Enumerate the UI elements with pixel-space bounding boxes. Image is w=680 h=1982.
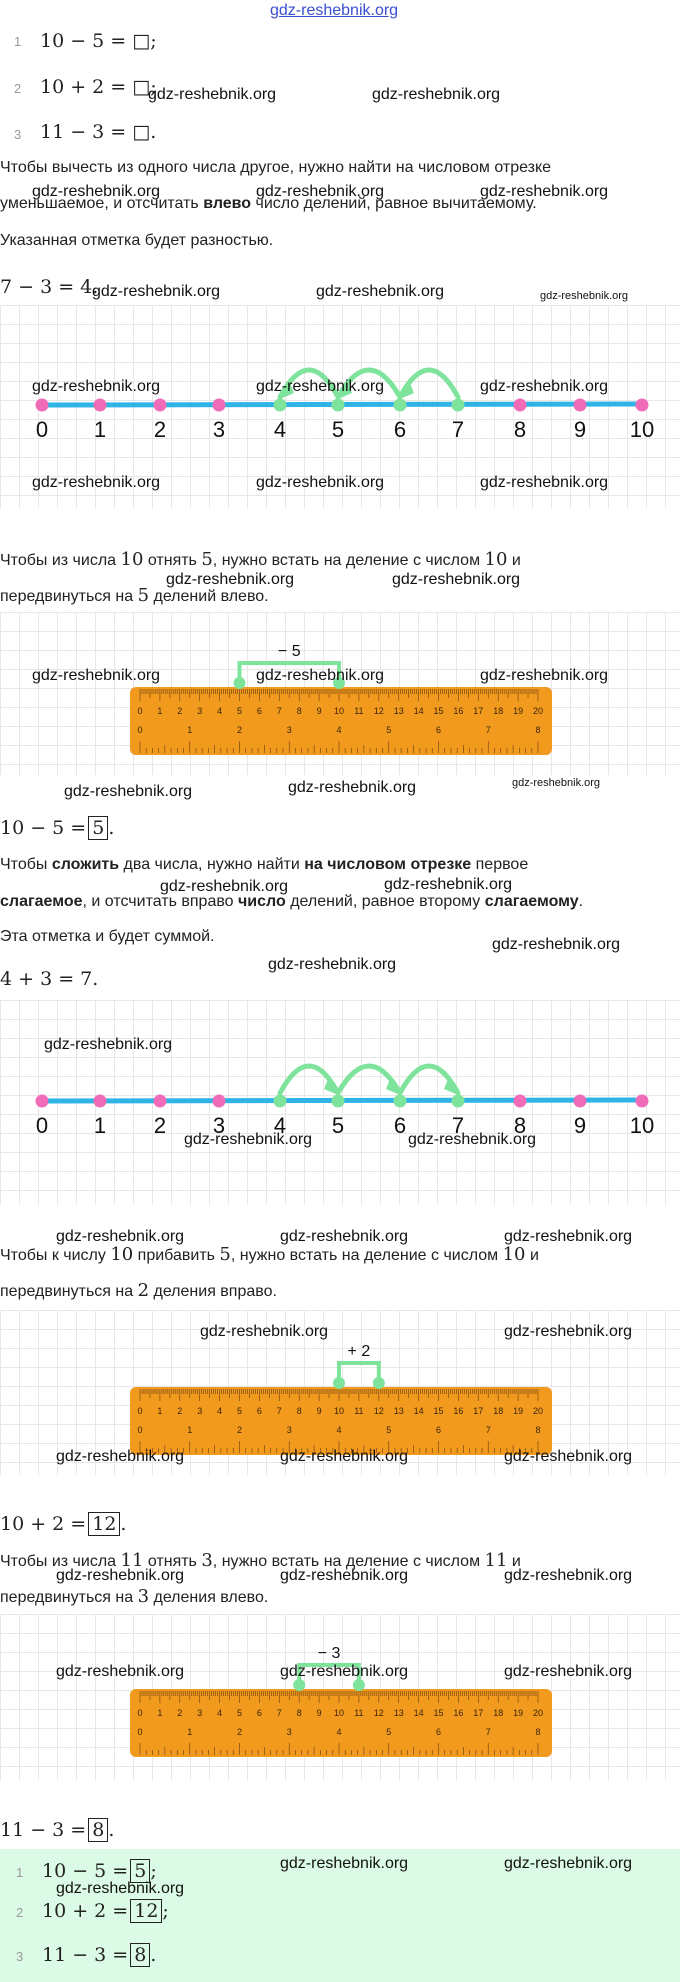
ruler-inch-label: 1 xyxy=(187,725,193,735)
ruler-inch-label: 1 xyxy=(187,1425,193,1435)
number-line-dot xyxy=(213,399,226,412)
ruler-cm-label: 12 xyxy=(373,1406,384,1416)
ruler-cm-label: 11 xyxy=(354,1406,364,1416)
ruler-cm-label: 16 xyxy=(453,706,464,716)
number-line-dot xyxy=(514,1095,527,1108)
watermark-text: gdz-reshebnik.org xyxy=(56,1880,185,1897)
ruler-cm-label: 19 xyxy=(513,1406,524,1416)
ruler-inch-label: 2 xyxy=(236,1425,243,1435)
ruler-cm-label: 20 xyxy=(532,1406,544,1416)
watermark-text: gdz-reshebnik.org xyxy=(512,777,601,789)
number-line-svg xyxy=(0,1000,680,1205)
answer-number: 3 xyxy=(16,1949,24,1964)
number-line-label: 4 xyxy=(273,417,287,442)
ruler-cm-label: 3 xyxy=(197,1708,203,1718)
result-1: 10 − 5 = 5 . xyxy=(0,817,115,839)
ruler-cm-label: 12 xyxy=(373,706,384,716)
number-line-dot xyxy=(636,399,649,412)
watermark-text: gdz-reshebnik.org xyxy=(372,86,501,103)
number-line-dot xyxy=(94,399,107,412)
task-number: 3 xyxy=(14,127,22,142)
watermark-text: gdz-reshebnik.org xyxy=(256,667,385,684)
number-line-dot xyxy=(636,1095,649,1108)
watermark-text: gdz-reshebnik.org xyxy=(504,1228,633,1245)
ruler-cm-label: 19 xyxy=(513,1708,524,1718)
watermark-text: gdz-reshebnik.org xyxy=(184,1131,313,1148)
ruler-inch-label: 3 xyxy=(286,1727,292,1737)
ruler-cm-label: 19 xyxy=(513,706,524,716)
ruler-inch-label: 7 xyxy=(485,1727,491,1737)
ruler-cm-label: 17 xyxy=(473,1708,484,1718)
ruler-cm-label: 10 xyxy=(333,1406,345,1416)
watermark-text: gdz-reshebnik.org xyxy=(504,1663,633,1680)
watermark-text: gdz-reshebnik.org xyxy=(32,183,161,200)
step-label: + 2 xyxy=(347,1343,371,1360)
ruler-inch-label: 2 xyxy=(236,1727,243,1737)
watermark-text: gdz-reshebnik.org xyxy=(200,1323,329,1340)
ruler-inch-label: 6 xyxy=(435,725,442,735)
watermark-text: gdz-reshebnik.org xyxy=(316,283,445,300)
ruler-body xyxy=(130,1387,552,1455)
ruler-cm-label: 17 xyxy=(473,1406,484,1416)
ruler-inch-label: 0 xyxy=(137,725,143,735)
watermark-text: gdz-reshebnik.org xyxy=(504,1323,633,1340)
ruler-cm-label: 5 xyxy=(236,1708,243,1718)
ruler-cm-label: 6 xyxy=(256,1708,262,1718)
ruler-panel xyxy=(0,612,680,775)
ruler-cm-label: 8 xyxy=(296,1406,302,1416)
ruler-body xyxy=(130,687,552,755)
number-line-dot xyxy=(274,399,287,412)
watermark-text: gdz-reshebnik.org xyxy=(160,878,289,895)
ruler-cm-label: 20 xyxy=(532,1708,544,1718)
watermark-text: gdz-reshebnik.org xyxy=(32,474,161,491)
ruler-cm-label: 15 xyxy=(433,706,444,716)
rule-add-line3: Эта отметка и будет суммой. xyxy=(0,928,215,945)
watermark-text: gdz-reshebnik.org xyxy=(288,779,417,796)
ruler-cm-label: 4 xyxy=(217,1406,223,1416)
step-label: − 3 xyxy=(317,1645,341,1662)
number-line-label: 8 xyxy=(513,417,527,442)
task-number: 1 xyxy=(14,34,22,49)
number-line-label: 3 xyxy=(212,417,226,442)
ruler-cm-label: 9 xyxy=(316,1708,322,1718)
result-2: 10 + 2 = 12 . xyxy=(0,1513,127,1535)
number-line-dot xyxy=(36,399,49,412)
number-line-dot xyxy=(574,399,587,412)
ruler-cm-label: 8 xyxy=(296,1708,302,1718)
answer-expression: 11 − 3 = 8 . xyxy=(42,1944,157,1966)
text-11-3-line2: передвинуться на 3 деления влево. xyxy=(0,1586,269,1607)
end-dot xyxy=(373,1377,385,1389)
ruler-svg xyxy=(0,612,680,775)
watermark-text: gdz-reshebnik.org xyxy=(44,1036,173,1053)
number-line-label: 1 xyxy=(93,417,107,442)
ruler-inch-label: 5 xyxy=(386,1425,392,1435)
watermark-text: gdz-reshebnik.org xyxy=(268,956,397,973)
ruler-cm-label: 13 xyxy=(393,1406,404,1416)
step-bracket xyxy=(339,1363,379,1383)
ruler-cm-label: 0 xyxy=(137,1708,143,1718)
ruler-cm-label: 1 xyxy=(157,1406,163,1416)
ruler-inch-label: 4 xyxy=(336,725,342,735)
number-line-dot xyxy=(332,1095,345,1108)
number-line-label: 9 xyxy=(573,417,587,442)
watermark-text: gdz-reshebnik.org xyxy=(480,667,609,684)
ruler-inch-label: 5 xyxy=(386,725,392,735)
text-10-5-line1: Чтобы из числа 10 отнять 5, нужно встать на деление с числом 10 и xyxy=(0,549,521,570)
ruler-cm-label: 4 xyxy=(217,1708,223,1718)
number-line-dot xyxy=(274,1095,287,1108)
ruler-inch-label: 8 xyxy=(535,1425,541,1435)
answer-expression: 10 − 5 = 5 ; xyxy=(42,1860,157,1882)
example-sub: 7 − 3 = 4. xyxy=(0,276,99,298)
ruler-inch-label: 8 xyxy=(535,725,541,735)
ruler-inch-label: 7 xyxy=(485,1425,491,1435)
ruler-cm-label: 10 xyxy=(333,1708,345,1718)
ruler-inch-label: 1 xyxy=(187,1727,193,1737)
header-watermark: gdz-reshebnik.org xyxy=(270,2,399,19)
ruler-cm-label: 9 xyxy=(316,1406,322,1416)
watermark-text: gdz-reshebnik.org xyxy=(280,1228,409,1245)
number-line-dot xyxy=(452,1095,465,1108)
ruler-inch-label: 2 xyxy=(236,725,243,735)
result-3: 11 − 3 = 8 . xyxy=(0,1819,115,1841)
watermark-text: gdz-reshebnik.org xyxy=(480,474,609,491)
ruler-inch-label: 8 xyxy=(535,1727,541,1737)
ruler-cm-label: 0 xyxy=(137,706,143,716)
ruler-cm-label: 5 xyxy=(236,1406,243,1416)
number-line-dot xyxy=(574,1095,587,1108)
number-line-label: 0 xyxy=(35,417,49,442)
ruler-cm-label: 13 xyxy=(393,1708,404,1718)
watermark-text: gdz-reshebnik.org xyxy=(280,1567,409,1584)
number-line-dot xyxy=(94,1095,107,1108)
answer-number: 2 xyxy=(16,1905,24,1920)
watermark-text: gdz-reshebnik.org xyxy=(256,183,385,200)
rule-add-line1: Чтобы сложить два числа, нужно найти на числовом отрезке первое xyxy=(0,856,529,873)
ruler-cm-label: 1 xyxy=(157,706,163,716)
watermark-text: gdz-reshebnik.org xyxy=(56,1228,185,1245)
watermark-text: gdz-reshebnik.org xyxy=(392,571,521,588)
watermark-text: gdz-reshebnik.org xyxy=(280,1448,409,1465)
ruler-inch-label: 7 xyxy=(485,725,491,735)
ruler-svg xyxy=(0,1614,680,1780)
ruler-cm-label: 9 xyxy=(316,706,322,716)
number-line-label: 3 xyxy=(212,1113,226,1138)
ruler-inch-label: 3 xyxy=(286,1425,292,1435)
number-line-label: 7 xyxy=(451,1113,465,1138)
task-number: 2 xyxy=(14,81,22,96)
number-line-label: 10 xyxy=(629,417,655,442)
ruler-cm-label: 16 xyxy=(453,1708,464,1718)
number-line-dot xyxy=(332,399,345,412)
number-line-label: 6 xyxy=(393,1113,407,1138)
text-11-3-line1: Чтобы из числа 11 отнять 3, нужно встать на деление с числом 11 и xyxy=(0,1550,521,1571)
number-line-label: 2 xyxy=(153,1113,167,1138)
number-line-label: 6 xyxy=(393,417,407,442)
ruler-cm-label: 15 xyxy=(433,1708,444,1718)
ruler-cm-label: 15 xyxy=(433,1406,444,1416)
number-line-dot xyxy=(394,1095,407,1108)
watermark-text: gdz-reshebnik.org xyxy=(256,378,385,395)
ruler-cm-label: 3 xyxy=(197,706,203,716)
ruler-cm-label: 11 xyxy=(354,706,364,716)
ruler-inch-label: 4 xyxy=(336,1727,342,1737)
rule-sub-line3: Указанная отметка будет разностью. xyxy=(0,232,274,249)
number-line-label: 10 xyxy=(629,1113,655,1138)
ruler-inch-label: 4 xyxy=(336,1425,342,1435)
ruler-cm-label: 14 xyxy=(413,1708,424,1718)
ruler-cm-label: 20 xyxy=(532,706,544,716)
ruler-cm-label: 7 xyxy=(276,706,282,716)
text-10-5-line2: передвинуться на 5 делений влево. xyxy=(0,585,269,606)
ruler-inch-label: 6 xyxy=(435,1425,442,1435)
number-line-label: 8 xyxy=(513,1113,527,1138)
watermark-text: gdz-reshebnik.org xyxy=(504,1567,633,1584)
number-line-dot xyxy=(452,399,465,412)
rule-sub-line1: Чтобы вычесть из одного числа другое, нужно найти на числовом отрезке xyxy=(0,159,552,176)
answer-expression: 10 + 2 = 12 ; xyxy=(42,1900,169,1922)
number-line-dot xyxy=(154,1095,167,1108)
watermark-text: gdz-reshebnik.org xyxy=(480,378,609,395)
number-line-label: 5 xyxy=(331,1113,345,1138)
task-expression: 10 − 5 = □; xyxy=(40,30,157,52)
number-line-dot xyxy=(36,1095,49,1108)
ruler-cm-label: 2 xyxy=(177,1406,183,1416)
task-expression: 11 − 3 = □. xyxy=(40,121,157,143)
watermark-text: gdz-reshebnik.org xyxy=(64,783,193,800)
watermark-text: gdz-reshebnik.org xyxy=(56,1448,185,1465)
ruler-cm-label: 4 xyxy=(217,706,223,716)
watermark-text: gdz-reshebnik.org xyxy=(408,1131,537,1148)
number-line-panel xyxy=(0,1000,680,1205)
ruler-cm-label: 0 xyxy=(137,1406,143,1416)
ruler-cm-label: 7 xyxy=(276,1406,282,1416)
watermark-text: gdz-reshebnik.org xyxy=(56,1567,185,1584)
watermark-text: gdz-reshebnik.org xyxy=(492,936,621,953)
ruler-cm-label: 7 xyxy=(276,1708,282,1718)
watermark-text: gdz-reshebnik.org xyxy=(280,1663,409,1680)
rule-sub-line2: уменьшаемое, и отсчитать влево число делений, равное вычитаемому. xyxy=(0,195,537,212)
watermark-text: gdz-reshebnik.org xyxy=(92,283,221,300)
ruler-inch-label: 6 xyxy=(435,1727,442,1737)
ruler-panel xyxy=(0,1614,680,1780)
number-line-label: 7 xyxy=(451,417,465,442)
watermark-text: gdz-reshebnik.org xyxy=(256,474,385,491)
ruler-inch-label: 5 xyxy=(386,1727,392,1737)
example-add: 4 + 3 = 7. xyxy=(0,968,99,990)
number-line-label: 9 xyxy=(573,1113,587,1138)
text-10-2-line2: передвинуться на 2 деления вправо. xyxy=(0,1280,277,1301)
watermark-text: gdz-reshebnik.org xyxy=(56,1663,185,1680)
number-line-dot xyxy=(514,399,527,412)
number-line-label: 0 xyxy=(35,1113,49,1138)
start-dot xyxy=(333,1377,345,1389)
ruler-inch-label: 3 xyxy=(286,725,292,735)
ruler-cm-label: 16 xyxy=(453,1406,464,1416)
watermark-text: gdz-reshebnik.org xyxy=(32,667,161,684)
ruler-cm-label: 8 xyxy=(296,706,302,716)
ruler-cm-label: 6 xyxy=(256,1406,262,1416)
watermark-text: gdz-reshebnik.org xyxy=(280,1855,409,1872)
ruler-cm-label: 14 xyxy=(413,706,424,716)
watermark-text: gdz-reshebnik.org xyxy=(32,378,161,395)
watermark-text: gdz-reshebnik.org xyxy=(148,86,277,103)
text-10-2-line1: Чтобы к числу 10 прибавить 5, нужно встать на деление с числом 10 и xyxy=(0,1244,539,1265)
ruler-body xyxy=(130,1689,552,1757)
ruler-cm-label: 18 xyxy=(493,1708,504,1718)
number-line-dot xyxy=(154,399,167,412)
ruler-inch-label: 0 xyxy=(137,1727,143,1737)
watermark-text: gdz-reshebnik.org xyxy=(480,183,609,200)
ruler-cm-label: 2 xyxy=(177,1708,183,1718)
number-line-dot xyxy=(213,1095,226,1108)
number-line-dot xyxy=(394,399,407,412)
ruler-cm-label: 14 xyxy=(413,1406,424,1416)
number-line-label: 1 xyxy=(93,1113,107,1138)
watermark-text: gdz-reshebnik.org xyxy=(166,571,295,588)
watermark-text: gdz-reshebnik.org xyxy=(504,1855,633,1872)
ruler-cm-label: 6 xyxy=(256,706,262,716)
ruler-cm-label: 11 xyxy=(354,1708,364,1718)
watermark-text: gdz-reshebnik.org xyxy=(504,1448,633,1465)
ruler-cm-label: 18 xyxy=(493,706,504,716)
ruler-cm-label: 3 xyxy=(197,1406,203,1416)
number-line-label: 5 xyxy=(331,417,345,442)
ruler-cm-label: 2 xyxy=(177,706,183,716)
watermark-text: gdz-reshebnik.org xyxy=(540,290,629,302)
task-expression: 10 + 2 = □; xyxy=(40,76,157,98)
number-line-label: 2 xyxy=(153,417,167,442)
number-line-label: 4 xyxy=(273,1113,287,1138)
ruler-cm-label: 18 xyxy=(493,1406,504,1416)
start-dot xyxy=(234,677,246,689)
ruler-cm-label: 17 xyxy=(473,706,484,716)
answer-number: 1 xyxy=(16,1865,24,1880)
watermark-text: gdz-reshebnik.org xyxy=(384,876,513,893)
ruler-cm-label: 12 xyxy=(373,1708,384,1718)
ruler-cm-label: 1 xyxy=(157,1708,163,1718)
ruler-cm-label: 13 xyxy=(393,706,404,716)
ruler-inch-label: 0 xyxy=(137,1425,143,1435)
rule-add-line2: слагаемое, и отсчитать вправо число делений, равное второму слагаемому. xyxy=(0,893,584,910)
ruler-cm-label: 10 xyxy=(333,706,345,716)
step-label: − 5 xyxy=(277,643,301,660)
ruler-cm-label: 5 xyxy=(236,706,243,716)
